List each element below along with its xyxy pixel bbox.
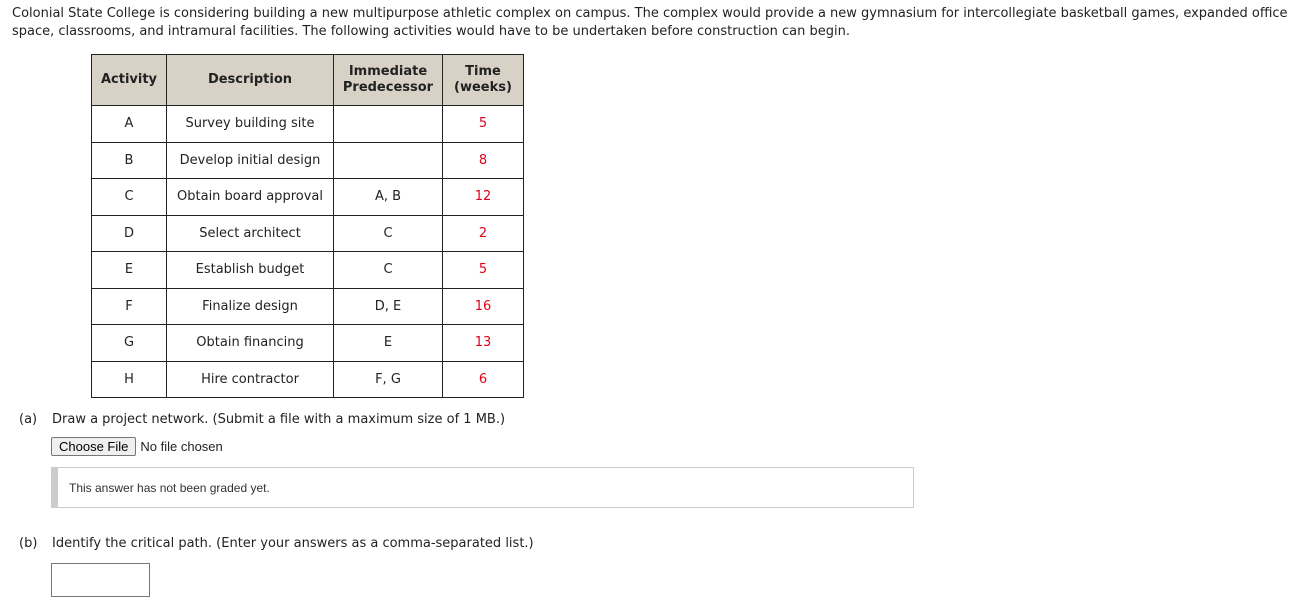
cell-predecessor: C bbox=[334, 252, 443, 289]
part-b-label: (b) bbox=[19, 536, 38, 551]
part-a-text: Draw a project network. (Submit a file with a maximum size of 1 MB.) bbox=[52, 412, 506, 427]
table-header-row bbox=[92, 55, 524, 106]
cell-description: Survey building site bbox=[167, 106, 334, 143]
graded-status-box bbox=[51, 467, 914, 508]
activity-table bbox=[91, 54, 524, 398]
cell-predecessor: F, G bbox=[334, 361, 443, 398]
cell-time: 2 bbox=[443, 215, 524, 252]
table-row bbox=[92, 142, 524, 179]
cell-activity: C bbox=[92, 179, 167, 216]
cell-predecessor bbox=[334, 142, 443, 179]
cell-activity: G bbox=[92, 325, 167, 362]
cell-activity: A bbox=[92, 106, 167, 143]
graded-status-text: This answer has not been graded yet. bbox=[69, 480, 270, 495]
table-row bbox=[92, 179, 524, 216]
header-predecessor-line1: Immediate bbox=[348, 64, 428, 79]
table-row bbox=[92, 288, 524, 325]
cell-time: 12 bbox=[443, 179, 524, 216]
header-predecessor-line2: Predecessor bbox=[342, 80, 434, 95]
cell-predecessor: E bbox=[334, 325, 443, 362]
cell-description: Establish budget bbox=[167, 252, 334, 289]
cell-description: Hire contractor bbox=[167, 361, 334, 398]
table-row bbox=[92, 361, 524, 398]
cell-time: 6 bbox=[443, 361, 524, 398]
critical-path-input[interactable] bbox=[51, 563, 150, 597]
cell-description: Select architect bbox=[167, 215, 334, 252]
cell-description: Develop initial design bbox=[167, 142, 334, 179]
cell-time: 5 bbox=[443, 106, 524, 143]
cell-predecessor: C bbox=[334, 215, 443, 252]
header-activity: Activity bbox=[92, 55, 167, 106]
part-b-question bbox=[19, 535, 534, 553]
part-a-label: (a) bbox=[19, 412, 38, 427]
problem-intro: Colonial State College is considering building a new multipurpose athletic complex on campus. The complex would provide a new gymnasium for intercollegiate basketball games, expanded office space, classrooms, and intramural facilities. The following activities would have to be undertaken before construction can begin. bbox=[12, 6, 1288, 39]
cell-description: Finalize design bbox=[167, 288, 334, 325]
file-status-text: No file chosen bbox=[140, 439, 223, 454]
header-time-line1: Time bbox=[465, 64, 501, 79]
cell-predecessor: A, B bbox=[334, 179, 443, 216]
cell-activity: B bbox=[92, 142, 167, 179]
header-description: Description bbox=[167, 55, 334, 106]
cell-activity: E bbox=[92, 252, 167, 289]
choose-file-button[interactable]: Choose File bbox=[51, 437, 136, 456]
cell-predecessor bbox=[334, 106, 443, 143]
header-time-line2: (weeks) bbox=[454, 80, 512, 95]
cell-description: Obtain board approval bbox=[167, 179, 334, 216]
header-time bbox=[443, 55, 524, 106]
cell-predecessor: D, E bbox=[334, 288, 443, 325]
part-a-question bbox=[19, 411, 505, 429]
header-predecessor bbox=[334, 55, 443, 106]
cell-time: 16 bbox=[443, 288, 524, 325]
table-row bbox=[92, 215, 524, 252]
part-b-text: Identify the critical path. (Enter your answers as a comma-separated list.) bbox=[52, 536, 534, 551]
table-row bbox=[92, 106, 524, 143]
cell-time: 5 bbox=[443, 252, 524, 289]
cell-activity: H bbox=[92, 361, 167, 398]
cell-activity: F bbox=[92, 288, 167, 325]
cell-activity: D bbox=[92, 215, 167, 252]
table-row bbox=[92, 325, 524, 362]
file-upload bbox=[51, 436, 223, 457]
table-row bbox=[92, 252, 524, 289]
cell-time: 8 bbox=[443, 142, 524, 179]
cell-description: Obtain financing bbox=[167, 325, 334, 362]
cell-time: 13 bbox=[443, 325, 524, 362]
